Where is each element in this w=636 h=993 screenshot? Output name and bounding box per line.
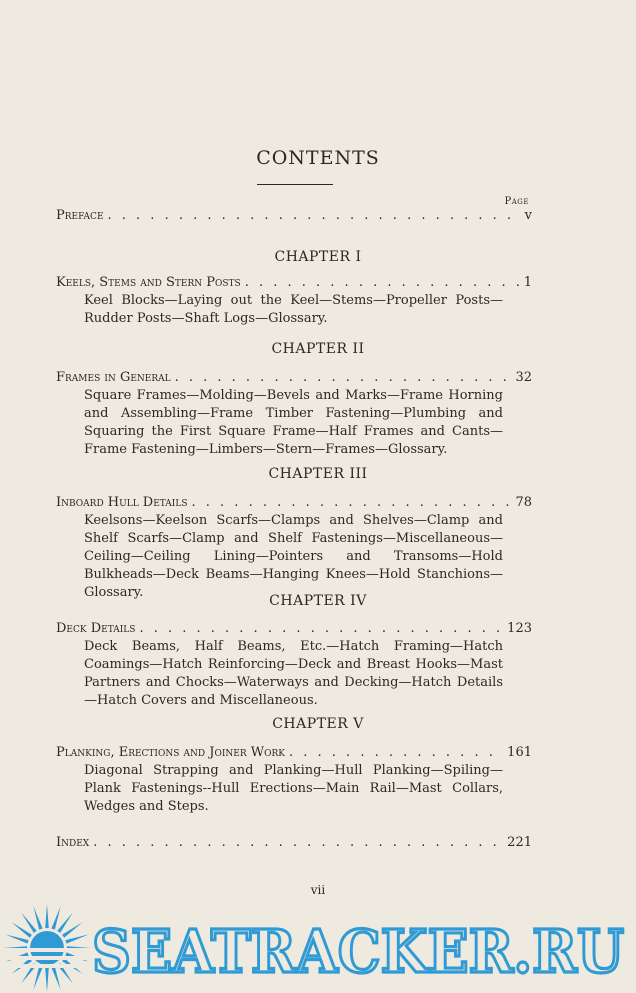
sun-ray [51,906,60,929]
chapter-heading: CHAPTER V [272,716,364,732]
sun-ray [33,966,42,989]
toc-page-number: 1 [523,275,532,290]
dot-leader [245,274,520,292]
chapter-heading: CHAPTER III [268,466,368,482]
wave-line [2,948,92,952]
toc-entry-chapter-2[interactable] [56,369,532,387]
dot-leader [139,620,503,638]
toc-page-number: 123 [507,621,532,636]
sun-ray [45,968,49,992]
toc-entry-label: Deck Details [56,621,136,636]
toc-entry-chapter-1[interactable] [56,274,532,292]
sun-ray [5,934,28,943]
toc-entry-chapter-3[interactable] [56,494,532,512]
toc-entry-label: Frames in General [56,370,171,385]
page-title: CONTENTS [256,147,380,169]
chapter-heading: CHAPTER IV [269,593,367,609]
toc-entry-label: Index [56,835,90,850]
sun-ray [45,904,49,928]
chapter-description: Keelsons—Keelson Scarfs—Clamps and Shelves—Clamp and Shelf Scarfs—Clamp and Shelf Fastenings—Miscellaneous—Ceiling—Ceiling Lining—Pointers and Transoms—Hold Bulkheads—Deck Beams—Hanging Knees—Hold Stanchions—Glossary. [84,513,503,600]
page-folio: vii [310,883,326,897]
toc-entry-label: Preface [56,208,104,223]
toc-page-number: 32 [515,370,532,385]
chapter-description: Square Frames—Molding—Bevels and Marks—Frame Horning and Assembling—Frame Timber Fastening—Plumbing and Squaring the First Square Frame—Half Frames and Cants—Frame Fastening—Limbers—Stern—Frames—Glossary. [84,388,503,457]
seatracker-watermark [0,898,636,993]
page-column-label: Page [504,196,529,207]
chapter-heading: CHAPTER II [271,341,365,357]
wave-lines [2,948,92,968]
sun-ray [33,906,42,929]
toc-page-number: v [524,208,532,223]
toc-entry-chapter-5[interactable] [56,744,532,762]
chapter-description: Diagonal Strapping and Planking—Hull Planking—Spiling—Plank Fastenings--Hull Erections—Main Rail—Mast Collars, Wedges and Steps. [84,763,503,814]
toc-entry-label: Inboard Hull Details [56,495,188,510]
toc-entry-label: Keels, Stems and Stern Posts [56,275,241,290]
toc-entry-index[interactable] [56,834,532,852]
toc-entry-chapter-4[interactable] [56,620,532,638]
title-rule [257,184,333,185]
watermark-text: SEATRACKER.RU [92,917,624,986]
toc-page-number: 221 [507,835,532,850]
dot-leader [108,207,521,225]
toc-entry-label: Planking, Erections and Joiner Work [56,745,285,760]
sun-ray [65,934,88,943]
chapter-heading: CHAPTER I [274,249,362,265]
toc-page-number: 78 [515,495,532,510]
chapter-description: Deck Beams, Half Beams, Etc.—Hatch Framing—Hatch Coamings—Hatch Reinforcing—Deck and Breast Hooks—Mast Partners and Chocks—Waterways and Decking—Hatch Details—Hatch Covers and Miscellaneous. [84,639,503,708]
sun-ray [51,966,60,989]
dot-leader [192,494,512,512]
dot-leader [93,834,503,852]
wave-line [2,964,92,968]
chapter-description: Keel Blocks—Laying out the Keel—Stems—Propeller Posts—Rudder Posts—Shaft Logs—Glossary. [84,293,503,326]
dot-leader [289,744,503,762]
toc-page-number: 161 [507,745,532,760]
dot-leader [175,369,512,387]
wave-line [2,956,92,960]
toc-entry-preface[interactable] [56,207,532,225]
